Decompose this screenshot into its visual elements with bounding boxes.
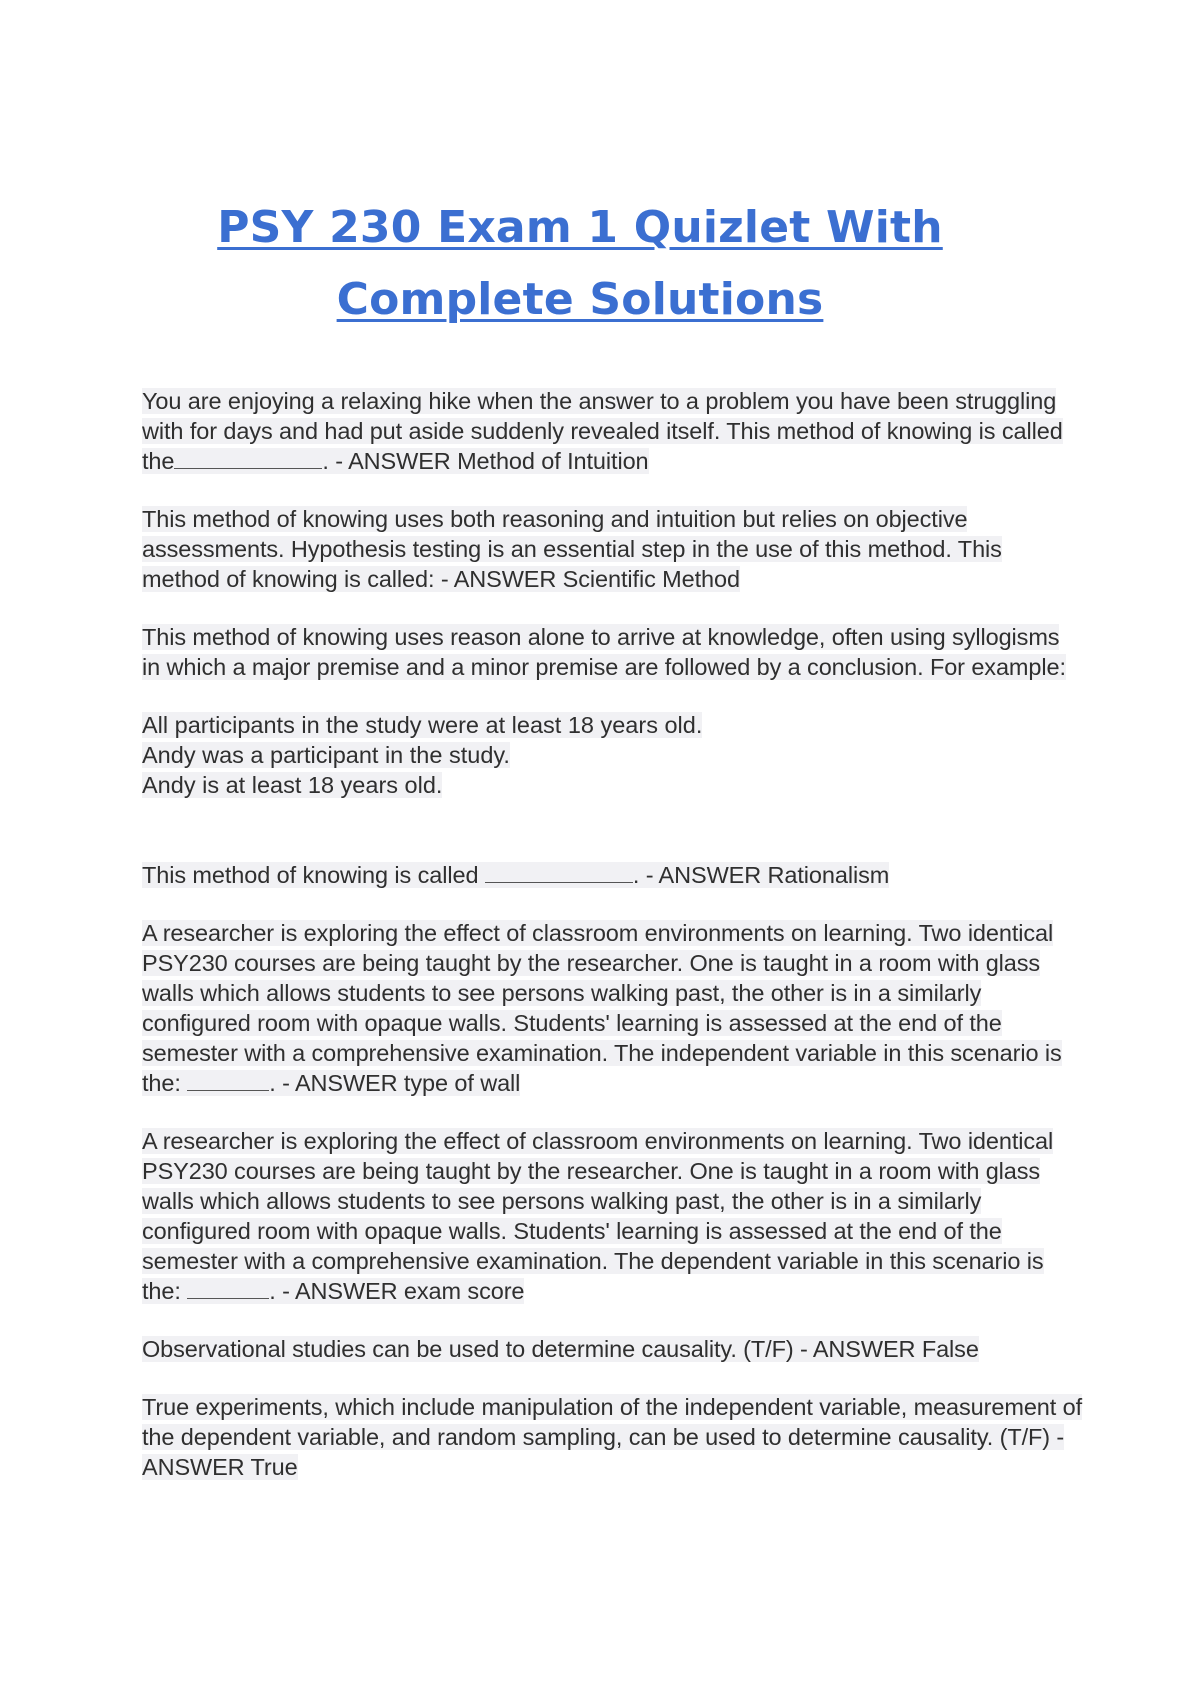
answer-text: . - ANSWER Rationalism — [632, 862, 890, 888]
document-title — [0, 192, 1160, 336]
syllogism-example — [142, 710, 1082, 800]
fill-in-blank — [485, 862, 633, 883]
qa-item-rationalism — [142, 860, 1082, 890]
answer-text: . - ANSWER type of wall — [269, 1070, 521, 1096]
fill-in-blank — [187, 1278, 269, 1299]
answer-text: . - ANSWER Method of Intuition — [322, 448, 649, 474]
syllogism-major-premise: All participants in the study were at least 18 years old. — [142, 712, 703, 738]
title-line-2: Complete Solutions — [336, 274, 824, 325]
question-text: True experiments, which include manipulation of the independent variable, measurement of the dependent variable, and random sampling, can be used to determine causality. (T/F) - ANSWER True — [142, 1394, 1083, 1480]
question-text: You are enjoying a relaxing hike when the answer to a problem you have been struggling with for days and had put aside suddenly revealed itself. This method of knowing is called the — [142, 388, 1063, 474]
question-text: A researcher is exploring the effect of classroom environments on learning. Two identical PSY230 courses are being taught by the researcher. One is taught in a room with glass walls which allows students to see persons walking past, the other is in a similarly configured room with opaque walls. Students' learning is assessed at the end of the semester with a comprehensive examination. The dependent variable in this scenario is the: — [142, 1128, 1054, 1304]
answer-text: . - ANSWER exam score — [269, 1278, 525, 1304]
question-text: This method of knowing uses reason alone to arrive at knowledge, often using syllogisms in which a major premise and a minor premise are followed by a conclusion. For example: — [142, 624, 1066, 680]
qa-item-intuition — [142, 386, 1082, 476]
document-body — [142, 386, 1082, 1510]
syllogism-conclusion: Andy is at least 18 years old. — [142, 772, 443, 798]
qa-item-observational-studies — [142, 1334, 1082, 1364]
question-text: This method of knowing is called — [142, 862, 485, 888]
qa-item-rationalism-intro — [142, 622, 1082, 682]
question-text: A researcher is exploring the effect of classroom environments on learning. Two identical PSY230 courses are being taught by the researcher. One is taught in a room with glass walls which allows students to see persons walking past, the other is in a similarly configured room with opaque walls. Students' learning is assessed at the end of the semester with a comprehensive examination. The independent variable in this scenario is the: — [142, 920, 1062, 1096]
qa-item-true-experiments — [142, 1392, 1082, 1482]
question-text: This method of knowing uses both reasoning and intuition but relies on objective assessments. Hypothesis testing is an essential step in the use of this method. This method of knowing is called: - ANSWER Scientific Method — [142, 506, 1002, 592]
question-text: Observational studies can be used to determine causality. (T/F) - ANSWER False — [142, 1336, 979, 1362]
syllogism-minor-premise: Andy was a participant in the study. — [142, 742, 510, 768]
qa-item-scientific-method — [142, 504, 1082, 594]
title-line-1: PSY 230 Exam 1 Quizlet With — [217, 202, 943, 253]
qa-item-dependent-variable — [142, 1126, 1082, 1306]
qa-item-independent-variable — [142, 918, 1082, 1098]
fill-in-blank — [174, 448, 322, 469]
fill-in-blank — [187, 1070, 269, 1091]
